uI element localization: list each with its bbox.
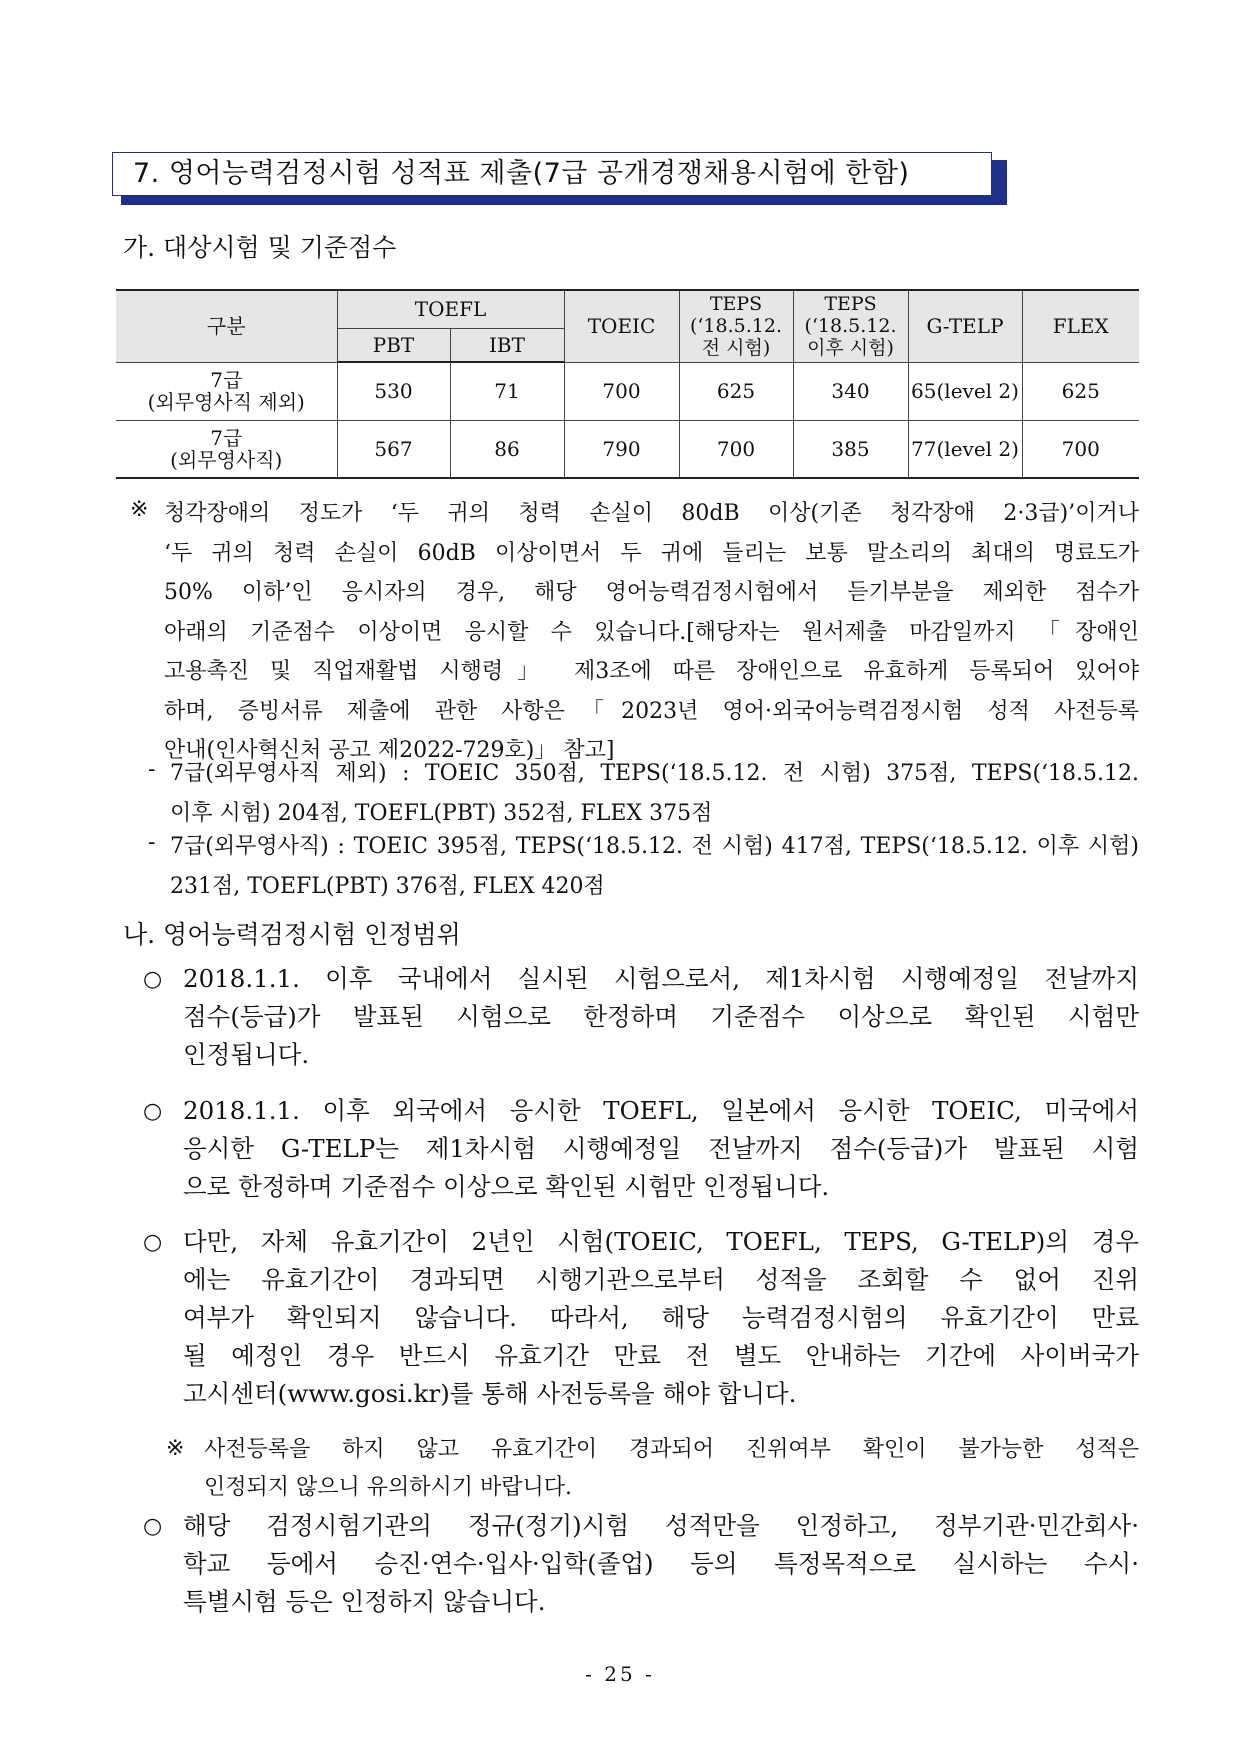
cell-toeic: 700 bbox=[564, 362, 679, 420]
cell-ibt: 86 bbox=[450, 420, 564, 478]
table-row bbox=[116, 420, 1139, 478]
cell-pbt: 567 bbox=[337, 420, 450, 478]
bullet-line: 에는 유효기간이 경과되면 시행기관으로부터 성적을 조회할 수 없어 진위 bbox=[183, 1265, 1139, 1294]
header-toefl: TOEFL bbox=[337, 290, 564, 328]
row-label-detail: (외무영사직) bbox=[170, 447, 283, 472]
header-teps-after-line1: TEPS bbox=[824, 293, 877, 316]
bullet-item bbox=[183, 1092, 1139, 1206]
subheading-recognition-scope: 나. 영어능력검정시험 인정범위 bbox=[123, 920, 461, 949]
header-flex: FLEX bbox=[1022, 290, 1139, 362]
section-title: 7. 영어능력검정시험 성적표 제출(7급 공개경쟁채용시험에 한함) bbox=[112, 152, 992, 196]
header-teps-after-line3: 이후 시험) bbox=[807, 337, 894, 360]
bullet-item bbox=[183, 960, 1139, 1074]
circle-mark: ○ bbox=[143, 1099, 163, 1124]
cell-teps-after: 340 bbox=[793, 362, 908, 420]
note-line: 안내(인사혁신처 공고 제2022-729호)」 참고] bbox=[164, 738, 615, 763]
bullet-line: 특별시험 등은 인정하지 않습니다. bbox=[183, 1587, 546, 1616]
sub-note-line: 사전등록을 하지 않고 유효기간이 경과되어 진위여부 확인이 불가능한 성적은 bbox=[204, 1437, 1139, 1462]
cell-pbt: 530 bbox=[337, 362, 450, 420]
bullet-line: 여부가 확인되지 않습니다. 따라서, 해당 능력검정시험의 유효기간이 만료 bbox=[183, 1303, 1139, 1332]
dash-line: 7급(외무영사직) : TOEIC 395점, TEPS(‘18.5.12. 전 시험) 417점, TEPS(‘18.5.12. 이후 시험) bbox=[170, 834, 1139, 859]
note-line: 하며, 증빙서류 제출에 관한 사항은「2023년 영어·외국어능력검정시험 성적 사전등록 bbox=[164, 698, 1139, 724]
bullet-line: 인정됩니다. bbox=[183, 1040, 310, 1069]
cell-teps-after: 385 bbox=[793, 420, 908, 478]
header-pbt: PBT bbox=[337, 328, 450, 362]
sub-note-line: 인정되지 않으니 유의하시기 바랍니다. bbox=[204, 1475, 573, 1500]
note-mark: ※ bbox=[130, 497, 149, 522]
bullet-line: 점수(등급)가 발표된 시험으로 한정하며 기준점수 이상으로 확인된 시험만 bbox=[183, 1002, 1139, 1031]
cell-gtelp: 65(level 2) bbox=[908, 362, 1022, 420]
note-line: ‘두 귀의 청력 손실이 60dB 이상이면서 두 귀에 들리는 보통 말소리의 최대의 명료도가 bbox=[164, 540, 1139, 566]
section-title-box bbox=[112, 152, 1007, 205]
bullet-item bbox=[183, 1507, 1139, 1621]
bullet-line: 2018.1.1. 이후 국내에서 실시된 시험으로서, 제1차시험 시행예정일 전날까지 bbox=[183, 964, 1139, 993]
table-row bbox=[116, 362, 1139, 420]
cell-gtelp: 77(level 2) bbox=[908, 420, 1022, 478]
dash-item bbox=[170, 754, 1139, 833]
cell-flex: 625 bbox=[1022, 362, 1139, 420]
bullet-line: 될 예정인 경우 반드시 유효기간 만료 전 별도 안내하는 기간에 사이버국가 bbox=[183, 1341, 1139, 1370]
dash-mark: - bbox=[148, 830, 156, 855]
header-teps-after-line2: (‘18.5.12. bbox=[804, 315, 897, 338]
bullet-line: 학교 등에서 승진·연수·입사·입학(졸업) 등의 특정목적으로 실시하는 수시· bbox=[183, 1549, 1139, 1578]
cell-ibt: 71 bbox=[450, 362, 564, 420]
row-label-grade: 7급 bbox=[210, 425, 243, 450]
bullet-line: 으로 한정하며 기준점수 이상으로 확인된 시험만 인정됩니다. bbox=[183, 1172, 830, 1201]
subheading-target-tests: 가. 대상시험 및 기준점수 bbox=[123, 233, 397, 262]
score-table bbox=[116, 289, 1139, 479]
header-teps-before-line2: (‘18.5.12. bbox=[689, 315, 782, 338]
circle-mark: ○ bbox=[143, 967, 163, 992]
bullet-line: 고시센터(www.gosi.kr)를 통해 사전등록을 해야 합니다. bbox=[183, 1379, 797, 1408]
row-label bbox=[116, 420, 337, 478]
cell-teps-before: 625 bbox=[679, 362, 793, 420]
header-teps-before-line1: TEPS bbox=[709, 293, 763, 316]
bullet-line: 해당 검정시험기관의 정규(정기)시험 성적만을 인정하고, 정부기관·민간회사· bbox=[183, 1511, 1139, 1540]
row-label-detail: (외무영사직 제외) bbox=[147, 390, 305, 414]
dash-item bbox=[170, 827, 1139, 906]
header-teps-before-line3: 전 시험) bbox=[701, 337, 771, 360]
header-gtelp: G-TELP bbox=[908, 290, 1022, 362]
bullet-line: 응시한 G-TELP는 제1차시험 시행예정일 전날까지 점수(등급)가 발표된 시험 bbox=[183, 1134, 1139, 1163]
header-teps-after bbox=[793, 290, 908, 362]
cell-flex: 700 bbox=[1022, 420, 1139, 478]
dash-line: 7급(외무영사직 제외) : TOEIC 350점, TEPS(‘18.5.12. 전 시험) 375점, TEPS(‘18.5.12. bbox=[170, 761, 1139, 786]
bullet-line: 다만, 자체 유효기간이 2년인 시험(TOEIC, TOEFL, TEPS, G-TELP)의 경우 bbox=[183, 1227, 1139, 1256]
note-line: 50% 이하’인 응시자의 경우, 해당 영어능력검정시험에서 듣기부분을 제외한 점수가 bbox=[164, 580, 1139, 605]
note-line: 청각장애의 정도가 ‘두 귀의 청력 손실이 80dB 이상(기존 청각장애 2·3급)’이거나 bbox=[164, 501, 1139, 526]
note-line: 고용촉진 및 직업재활법 시행령」 제3조에 따른 장애인으로 유효하게 등록되어 있어야 bbox=[164, 659, 1139, 684]
bullet-item bbox=[183, 1223, 1139, 1413]
page-number: - 25 - bbox=[585, 1662, 655, 1686]
bullet-line: 2018.1.1. 이후 외국에서 응시한 TOEFL, 일본에서 응시한 TOEIC, 미국에서 bbox=[183, 1096, 1139, 1125]
dash-mark: - bbox=[148, 757, 156, 782]
dash-line: 이후 시험) 204점, TOEFL(PBT) 352점, FLEX 375점 bbox=[170, 800, 713, 826]
row-label bbox=[116, 362, 337, 420]
row-label-grade: 7급 bbox=[210, 368, 243, 392]
circle-mark: ○ bbox=[143, 1514, 163, 1539]
note-line: 아래의 기준점수 이상이면 응시할 수 있습니다.[해당자는 원서제출 마감일까지 「장애인 bbox=[164, 619, 1139, 645]
header-teps-before bbox=[679, 290, 793, 362]
note-paragraph bbox=[164, 494, 1139, 771]
cell-teps-before: 700 bbox=[679, 420, 793, 478]
header-toeic: TOEIC bbox=[564, 290, 679, 362]
header-ibt: IBT bbox=[450, 328, 564, 362]
circle-mark: ○ bbox=[143, 1230, 163, 1255]
cell-toeic: 790 bbox=[564, 420, 679, 478]
sub-note bbox=[204, 1431, 1139, 1507]
dash-line: 231점, TOEFL(PBT) 376점, FLEX 420점 bbox=[170, 873, 605, 899]
header-category: 구분 bbox=[116, 290, 337, 362]
sub-note-mark: ※ bbox=[166, 1436, 185, 1461]
